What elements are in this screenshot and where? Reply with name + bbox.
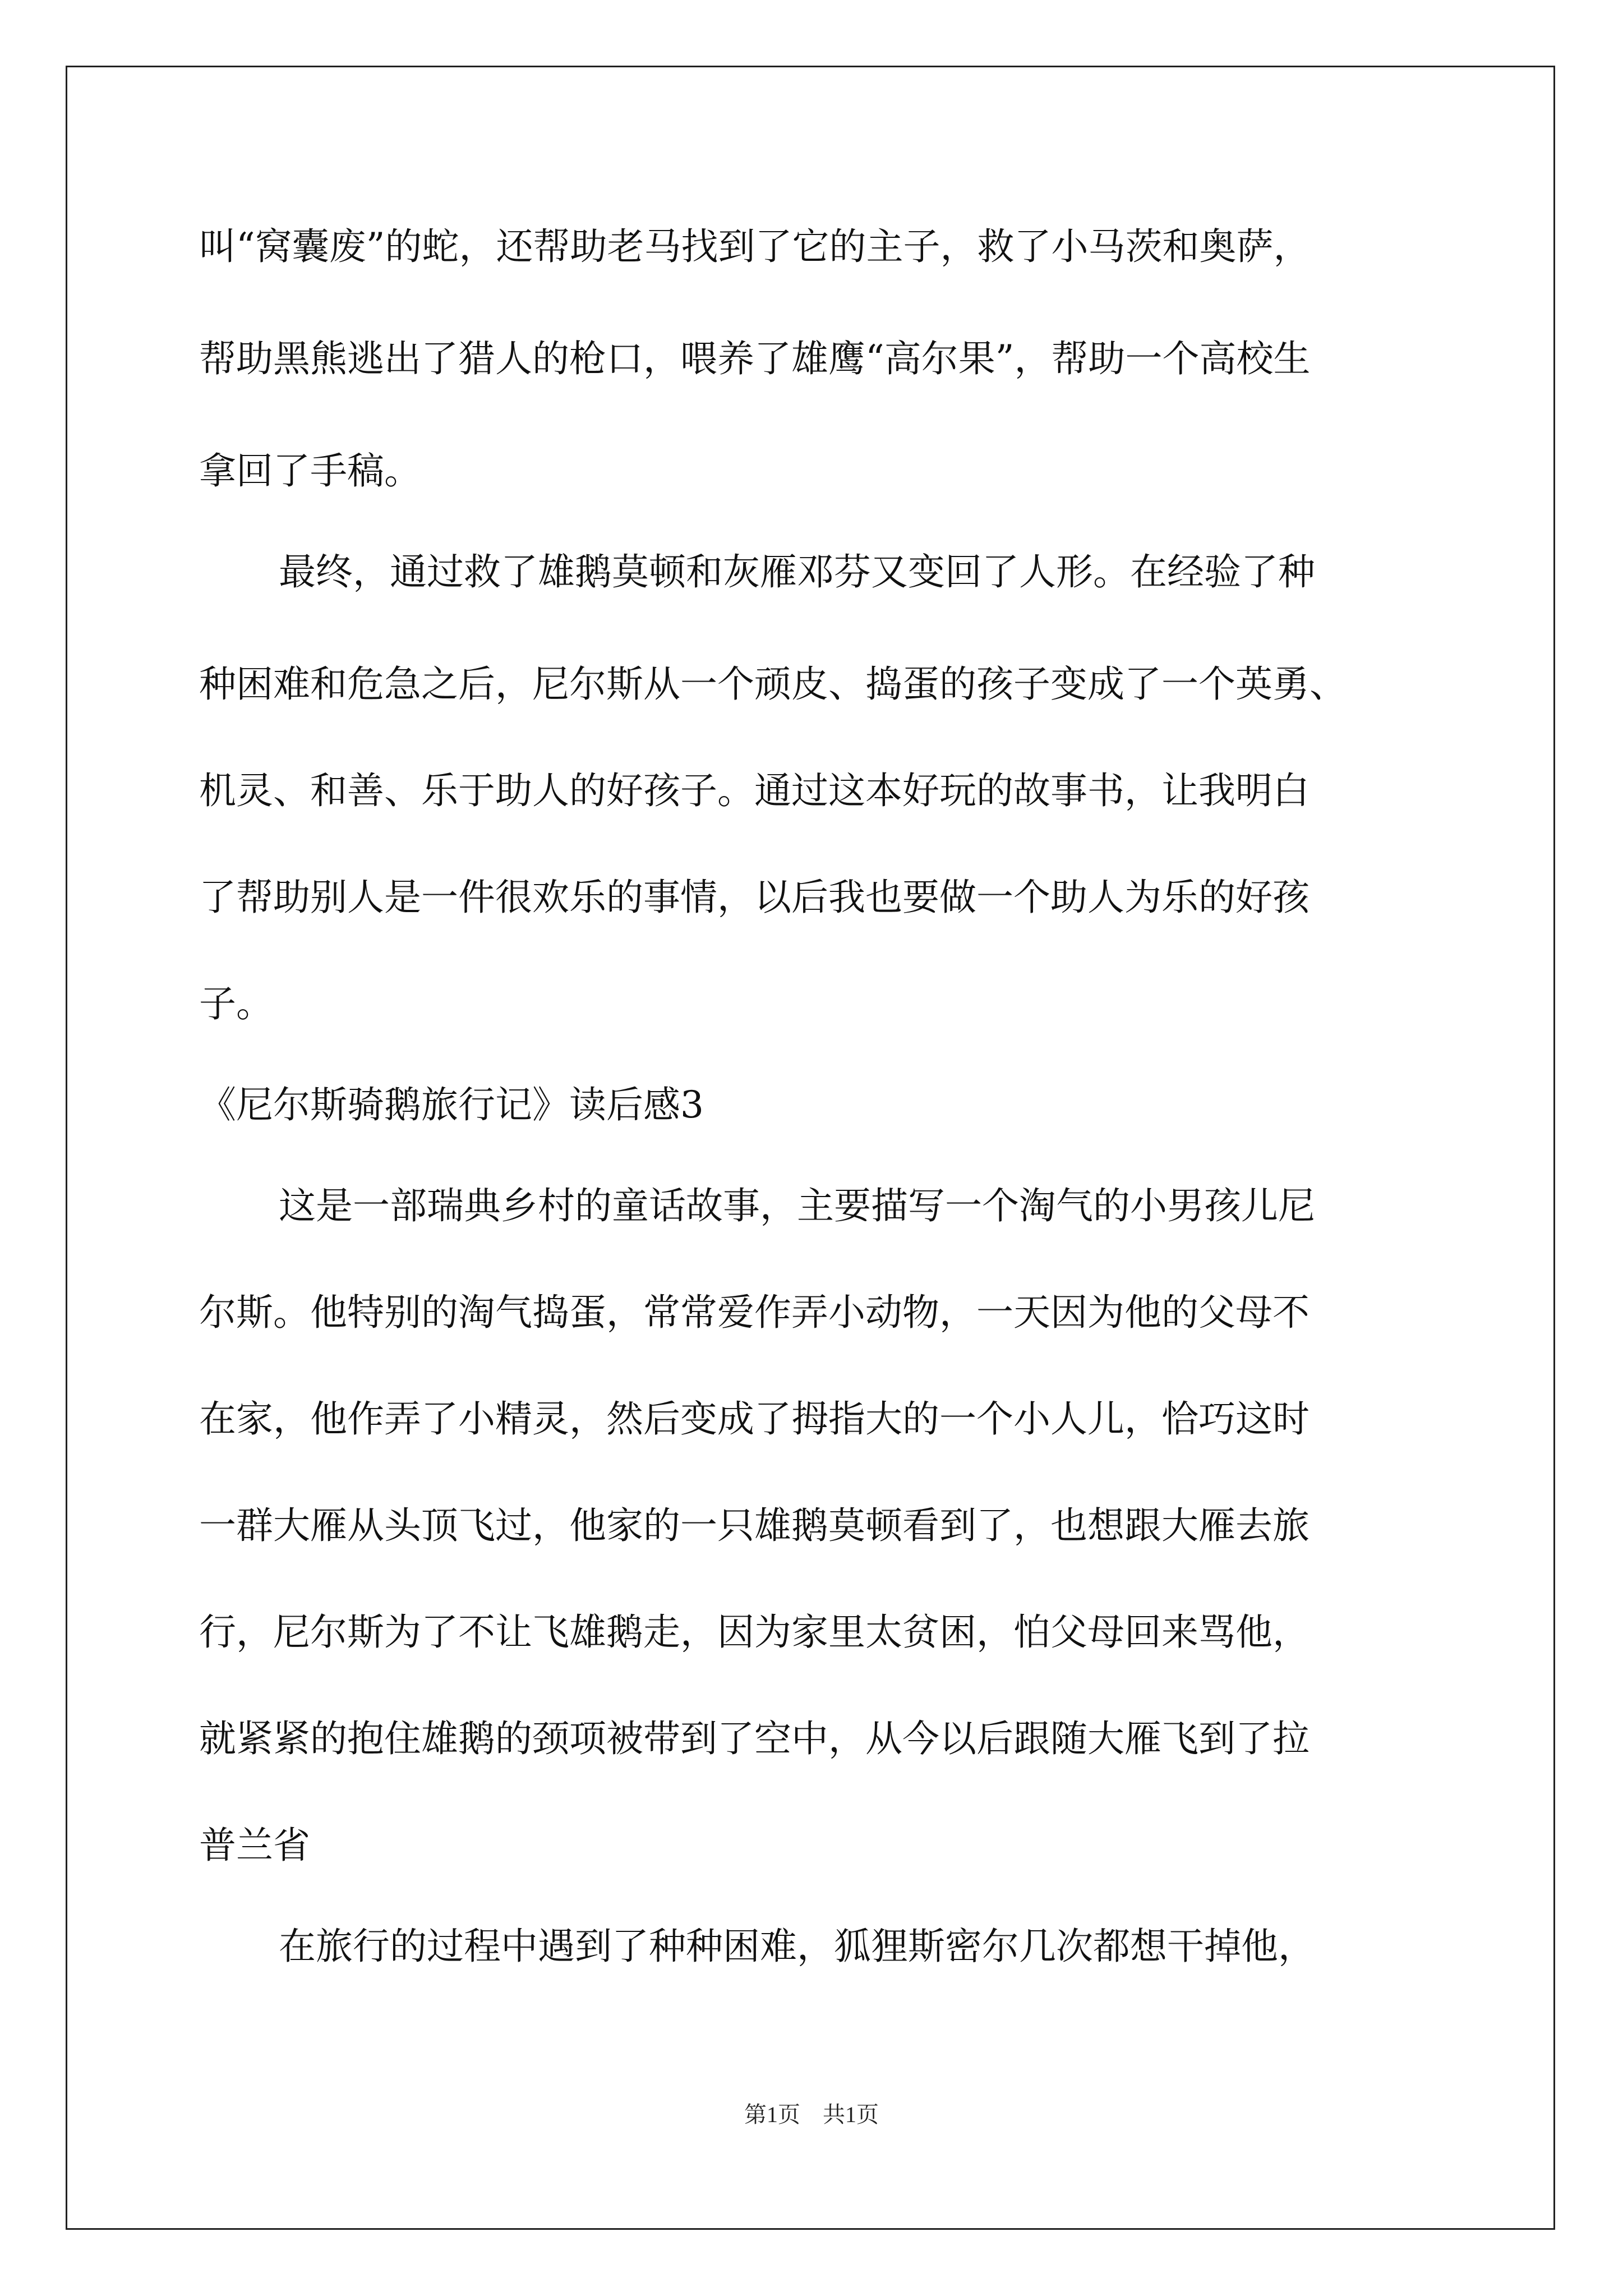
body-text-line: 机灵、和善、乐于助人的好孩子。通过这本好玩的故事书，让我明白: [199, 769, 1310, 812]
page-footer: 第1页 共1页: [744, 2102, 879, 2127]
body-text-line: 子。: [199, 982, 273, 1025]
body-text-line: 拿回了手稿。: [199, 449, 421, 493]
paragraph-first-line: 在旅行的过程中遇到了种种困难，狐狸斯密尔几次都想干掉他，: [279, 1925, 1315, 1968]
body-text-line: 行，尼尔斯为了不让飞雄鹅走，因为家里太贫困，怕父母回来骂他，: [199, 1611, 1310, 1654]
body-text-line: 尔斯。他特别的淘气捣蛋，常常爱作弄小动物，一天因为他的父母不: [199, 1291, 1310, 1334]
body-text-line: 帮助黑熊逃出了猎人的枪口，喂养了雄鹰“高尔果”，帮助一个高校生: [199, 337, 1311, 380]
body-text-line: 普兰省: [199, 1824, 310, 1867]
body-text-line: 了帮助别人是一件很欢乐的事情，以后我也要做一个助人为乐的好孩: [199, 876, 1310, 919]
section-heading: 《尼尔斯骑鹅旅行记》读后感3: [199, 1083, 704, 1126]
body-text-line: 在家，他作弄了小精灵，然后变成了拇指大的一个小人儿，恰巧这时: [199, 1397, 1310, 1441]
body-text-line: 就紧紧的抱住雄鹅的颈项被带到了空中，从今以后跟随大雁飞到了拉: [199, 1717, 1310, 1760]
body-text-line: 一群大雁从头顶飞过，他家的一只雄鹅莫顿看到了，也想跟大雁去旅: [199, 1504, 1310, 1547]
body-text-line: 叫“窝囊废”的蛇，还帮助老马找到了它的主子，救了小马茨和奥萨，: [199, 225, 1311, 268]
page-border: [66, 66, 1555, 2230]
paragraph-first-line: 最终，通过救了雄鹅莫顿和灰雁邓芬又变回了人形。在经验了种: [279, 550, 1315, 593]
paragraph-first-line: 这是一部瑞典乡村的童话故事，主要描写一个淘气的小男孩儿尼: [279, 1184, 1315, 1227]
body-text-line: 种困难和危急之后，尼尔斯从一个顽皮、捣蛋的孩子变成了一个英勇、: [199, 662, 1347, 706]
